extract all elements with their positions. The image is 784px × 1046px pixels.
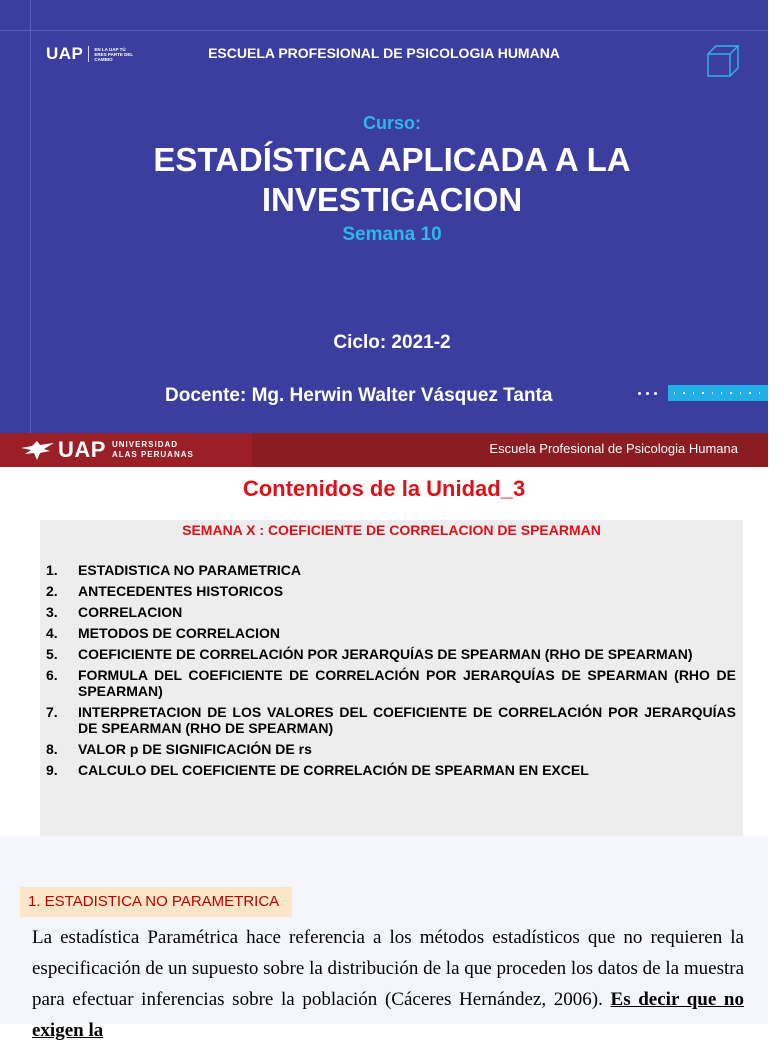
contents-item-number: 9. [46, 762, 58, 778]
contents-title: Contenidos de la Unidad_3 [242, 476, 526, 501]
contents-item-number: 5. [46, 646, 58, 662]
contents-item-text: FORMULA DEL COEFICIENTE DE CORRELACIÓN POR JERARQUÍAS DE SPEARMAN (RHO DE SPEARMAN) [78, 667, 736, 699]
contents-list [46, 562, 736, 783]
decorative-line-horizontal [0, 30, 768, 31]
course-label: Curso: [363, 113, 421, 133]
section-heading: 1. ESTADISTICA NO PARAMETRICA [20, 887, 292, 917]
contents-item [46, 562, 736, 578]
course-title [0, 140, 784, 220]
contents-item [46, 625, 736, 641]
contents-item-number: 3. [46, 604, 58, 620]
cube-icon [705, 44, 741, 78]
logo-tagline: EN LA UAP TÚ ERES PARTE DEL CAMBIO [94, 46, 133, 62]
decorative-accent-bar [668, 385, 768, 401]
section-slide [0, 836, 768, 1041]
university-name-line1: UNIVERSIDAD [111, 440, 179, 449]
contents-box [40, 520, 743, 854]
contents-item-text: ANTECEDENTES HISTORICOS [78, 583, 284, 599]
contents-slide [0, 433, 768, 836]
contents-item-text: METODOS DE CORRELACION [78, 625, 280, 641]
course-title-line2: INVESTIGACION [261, 181, 523, 218]
cycle-label: Ciclo: 2021-2 [333, 332, 451, 353]
contents-item [46, 762, 736, 778]
slide-header [0, 433, 768, 467]
decorative-dots [638, 385, 662, 401]
contents-item [46, 667, 736, 699]
contents-item [46, 583, 736, 599]
contents-item-text: INTERPRETACION DE LOS VALORES DEL COEFICIENTE DE CORRELACIÓN POR JERARQUÍAS DE SPEARMAN (RHO DE SPEARMAN) [78, 704, 736, 736]
week-label: Semana 10 [342, 224, 442, 245]
contents-item-text: COEFICIENTE DE CORRELACIÓN POR JERARQUÍAS DE SPEARMAN (RHO DE SPEARMAN) [78, 646, 693, 662]
contents-item-number: 7. [46, 704, 58, 720]
contents-item-number: 2. [46, 583, 58, 599]
contents-item [46, 741, 736, 757]
contents-item-number: 6. [46, 667, 58, 683]
school-name: ESCUELA PROFESIONAL DE PSICOLOGIA HUMANA [208, 45, 560, 61]
contents-item-number: 4. [46, 625, 58, 641]
course-title-line1: ESTADÍSTICA APLICADA A LA [153, 141, 631, 178]
header-school-name: Escuela Profesional de Psicologia Humana [489, 441, 738, 456]
contents-item-text: ESTADISTICA NO PARAMETRICA [78, 562, 301, 578]
contents-item-text: CALCULO DEL COEFICIENTE DE CORRELACIÓN DE SPEARMAN EN EXCEL [78, 762, 589, 778]
contents-item [46, 646, 736, 662]
contents-item-text: VALOR p DE SIGNIFICACIÓN DE rs [78, 741, 312, 757]
header-logo-text: UAP [58, 437, 106, 462]
eagle-icon [20, 438, 56, 462]
university-name-line2: ALAS PERUANAS [111, 450, 194, 459]
contents-item-number: 1. [46, 562, 58, 578]
paragraph-text: La estadística Paramétrica hace referencia a los métodos estadísticos que no requieren la especificación de un supuesto sobre la distribución de la que proceden los datos de la muestra para efectuar inferencias sobre la población (Cáceres Hernández, 2006). [32, 927, 744, 1010]
contents-item-text: CORRELACION [78, 604, 183, 620]
title-slide [0, 0, 768, 433]
section-paragraph [32, 922, 744, 1046]
contents-item [46, 704, 736, 736]
university-logo [0, 433, 252, 467]
university-name [112, 440, 194, 460]
paragraph-emphasis: Es decir que no exigen la [32, 989, 744, 1041]
contents-item-number: 8. [46, 741, 58, 757]
logo-text: UAP [46, 44, 84, 63]
teacher-label: Docente: Mg. Herwin Walter Vásquez Tanta [165, 385, 553, 406]
week-topic-title: SEMANA X : COEFICIENTE DE CORRELACION DE SPEARMAN [182, 522, 601, 538]
contents-item [46, 604, 736, 620]
